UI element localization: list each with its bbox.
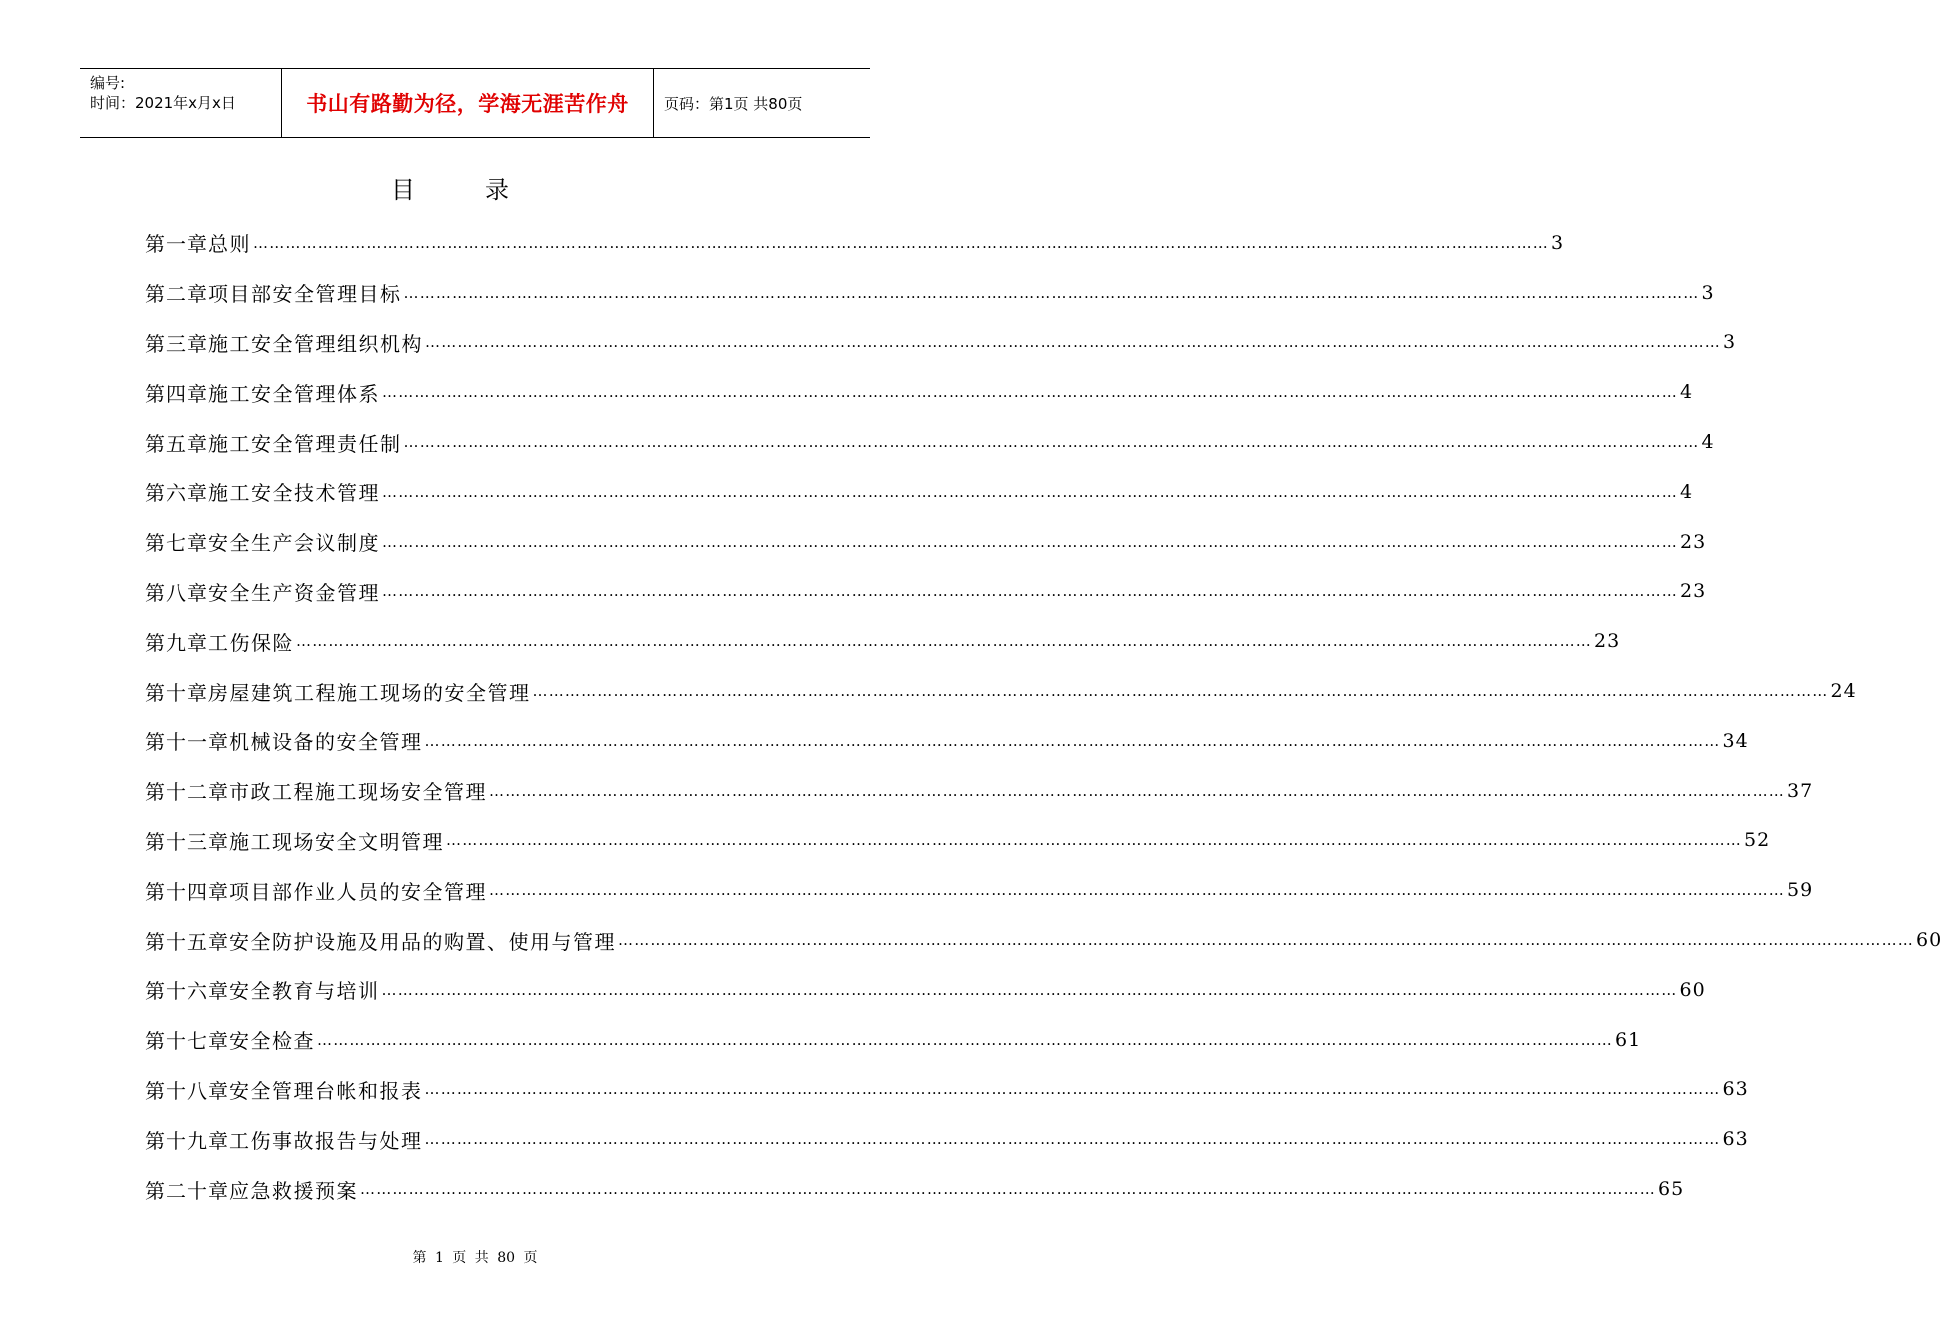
toc-chapter-title: 总则 (208, 232, 251, 257)
toc-chapter-number: 第三章 (145, 331, 208, 356)
header-motto: 书山有路勤为径，学海无涯苦作舟 (282, 69, 654, 137)
toc-chapter-number: 第五章 (145, 431, 208, 456)
toc-page-number: 23 (1594, 630, 1621, 653)
toc-page-number: 60 (1916, 929, 1942, 952)
toc-page-number: 23 (1680, 580, 1707, 603)
toc-chapter-title: 安全教育与培训 (229, 979, 380, 1004)
toc-leader-dots: …………………………………………………………………………………………………………………………………………………………………………………………………………………… (446, 831, 1742, 850)
toc-entry[interactable] (145, 915, 1942, 965)
toc-page-number: 63 (1722, 1128, 1749, 1151)
toc-leader-dots: …………………………………………………………………………………………………………………………………………………………………………………………………………………… (382, 383, 1678, 402)
toc-chapter-number: 第九章 (145, 630, 208, 655)
toc-entry[interactable] (145, 367, 1694, 417)
header-page-info: 页码：第1页 共80页 (664, 94, 803, 113)
toc-entry[interactable] (145, 218, 1565, 268)
header-meta (80, 69, 282, 137)
toc-entry[interactable] (145, 567, 1707, 617)
toc-chapter-title: 施工安全管理体系 (208, 381, 380, 406)
toc-chapter-title: 施工安全管理组织机构 (208, 331, 423, 356)
toc-chapter-title: 房屋建筑工程施工现场的安全管理 (208, 680, 531, 705)
toc-page-number: 3 (1701, 281, 1715, 304)
toc-chapter-number: 第十七章 (145, 1029, 229, 1054)
toc-entry[interactable] (145, 1164, 1685, 1214)
toc-chapter-number: 第七章 (145, 531, 208, 556)
toc-page-number: 52 (1744, 829, 1771, 852)
toc-chapter-number: 第二章 (145, 282, 208, 307)
toc-page-number: 37 (1787, 779, 1814, 802)
toc-leader-dots: …………………………………………………………………………………………………………………………………………………………………………………………………………………… (296, 632, 1592, 651)
toc-leader-dots: …………………………………………………………………………………………………………………………………………………………………………………………………………………… (317, 1030, 1613, 1049)
toc-chapter-number: 第六章 (145, 481, 208, 506)
toc-leader-dots: …………………………………………………………………………………………………………………………………………………………………………………………………………………… (381, 980, 1678, 999)
toc-leader-dots: …………………………………………………………………………………………………………………………………………………………………………………………………………………… (424, 1130, 1721, 1149)
toc-chapter-title: 工伤事故报告与处理 (229, 1128, 423, 1153)
toc-leader-dots: …………………………………………………………………………………………………………………………………………………………………………………………………………………… (382, 582, 1678, 601)
toc-entry[interactable] (145, 616, 1621, 666)
toc-page-number: 4 (1680, 480, 1694, 503)
toc-title: 目录 (391, 176, 579, 204)
toc-entry[interactable] (145, 1114, 1749, 1164)
toc-leader-dots: …………………………………………………………………………………………………………………………………………………………………………………………………………………… (532, 682, 1829, 701)
toc-entry[interactable] (145, 816, 1771, 866)
toc-page-number: 59 (1787, 879, 1814, 902)
toc-chapter-title: 施工现场安全文明管理 (229, 829, 444, 854)
toc-leader-dots: …………………………………………………………………………………………………………………………………………………………………………………………………………………… (489, 781, 1785, 800)
toc-chapter-number: 第十四章 (145, 879, 229, 904)
toc-leader-dots: …………………………………………………………………………………………………………………………………………………………………………………………………………………… (382, 482, 1678, 501)
toc-page-number: 3 (1551, 231, 1565, 254)
toc-entry[interactable] (145, 766, 1814, 816)
toc-chapter-number: 第十章 (145, 680, 208, 705)
toc-entry[interactable] (145, 666, 1857, 716)
toc-entry[interactable] (145, 1065, 1749, 1115)
toc-chapter-title: 安全生产会议制度 (208, 531, 380, 556)
toc-page-number: 34 (1722, 729, 1749, 752)
toc-entry[interactable] (145, 268, 1715, 318)
toc-chapter-number: 第十六章 (145, 979, 229, 1004)
toc-chapter-number: 第一章 (145, 232, 208, 257)
toc-chapter-title: 应急救援预案 (229, 1178, 358, 1203)
toc-chapter-number: 第十一章 (145, 730, 229, 755)
toc-chapter-number: 第十三章 (145, 829, 229, 854)
toc-page-number: 60 (1679, 978, 1706, 1001)
toc-page-number: 3 (1723, 331, 1737, 354)
toc-chapter-title: 安全检查 (229, 1029, 315, 1054)
toc-leader-dots: …………………………………………………………………………………………………………………………………………………………………………………………………………………… (382, 532, 1678, 551)
toc-chapter-title: 安全管理台帐和报表 (229, 1078, 423, 1103)
toc-chapter-number: 第十二章 (145, 780, 229, 805)
toc-chapter-number: 第十五章 (145, 929, 229, 954)
toc-leader-dots: …………………………………………………………………………………………………………………………………………………………………………………………………………………… (424, 1080, 1721, 1099)
toc-chapter-title: 市政工程施工现场安全管理 (229, 780, 487, 805)
toc-entry[interactable] (145, 716, 1749, 766)
toc-entry[interactable] (145, 417, 1715, 467)
toc-entry[interactable] (145, 1015, 1642, 1065)
toc-entry[interactable] (145, 517, 1707, 567)
toc-page-number: 4 (1701, 431, 1715, 454)
toc-leader-dots: …………………………………………………………………………………………………………………………………………………………………………………………………………………… (425, 333, 1721, 352)
toc-entry[interactable] (145, 965, 1706, 1015)
toc-chapter-number: 第十九章 (145, 1128, 229, 1153)
page-footer: 第 1 页 共 80 页 (412, 1250, 538, 1266)
toc-leader-dots: …………………………………………………………………………………………………………………………………………………………………………………………………………………… (360, 1180, 1656, 1199)
toc-page-number: 23 (1680, 530, 1707, 553)
document-number-label: 编号: (90, 74, 126, 92)
toc-leader-dots: …………………………………………………………………………………………………………………………………………………………………………………………………………………… (403, 433, 1700, 452)
toc-chapter-title: 安全生产资金管理 (208, 580, 380, 605)
toc-chapter-title: 安全防护设施及用品的购置、使用与管理 (229, 929, 616, 954)
toc-page-number: 61 (1615, 1028, 1642, 1051)
toc-chapter-title: 项目部安全管理目标 (208, 282, 402, 307)
toc-leader-dots: …………………………………………………………………………………………………………………………………………………………………………………………………………………… (489, 881, 1785, 900)
toc-chapter-number: 第十八章 (145, 1078, 229, 1103)
toc-chapter-title: 机械设备的安全管理 (229, 730, 423, 755)
toc-chapter-number: 第八章 (145, 580, 208, 605)
toc-leader-dots: …………………………………………………………………………………………………………………………………………………………………………………………………………………… (618, 931, 1914, 950)
toc-chapter-title: 施工安全技术管理 (208, 481, 380, 506)
toc-leader-dots: …………………………………………………………………………………………………………………………………………………………………………………………………………………… (424, 731, 1721, 750)
toc-leader-dots: …………………………………………………………………………………………………………………………………………………………………………………………………………………… (403, 283, 1700, 302)
toc-chapter-number: 第四章 (145, 381, 208, 406)
toc-chapter-title: 工伤保险 (208, 630, 294, 655)
toc-page-number: 24 (1830, 680, 1857, 703)
toc-leader-dots: …………………………………………………………………………………………………………………………………………………………………………………………………………………… (253, 233, 1549, 252)
toc-entry[interactable] (145, 318, 1737, 368)
toc-entry[interactable] (145, 467, 1694, 517)
toc-chapter-title: 施工安全管理责任制 (208, 431, 402, 456)
toc-page-number: 4 (1680, 381, 1694, 404)
toc-entry[interactable] (145, 865, 1814, 915)
toc-chapter-title: 项目部作业人员的安全管理 (229, 879, 487, 904)
toc-chapter-number: 第二十章 (145, 1178, 229, 1203)
toc-page-number: 63 (1722, 1078, 1749, 1101)
toc-page-number: 65 (1658, 1178, 1685, 1201)
table-of-contents (145, 218, 1942, 1214)
document-header (80, 68, 870, 138)
document-date-label: 时间：2021年x月x日 (90, 94, 236, 112)
